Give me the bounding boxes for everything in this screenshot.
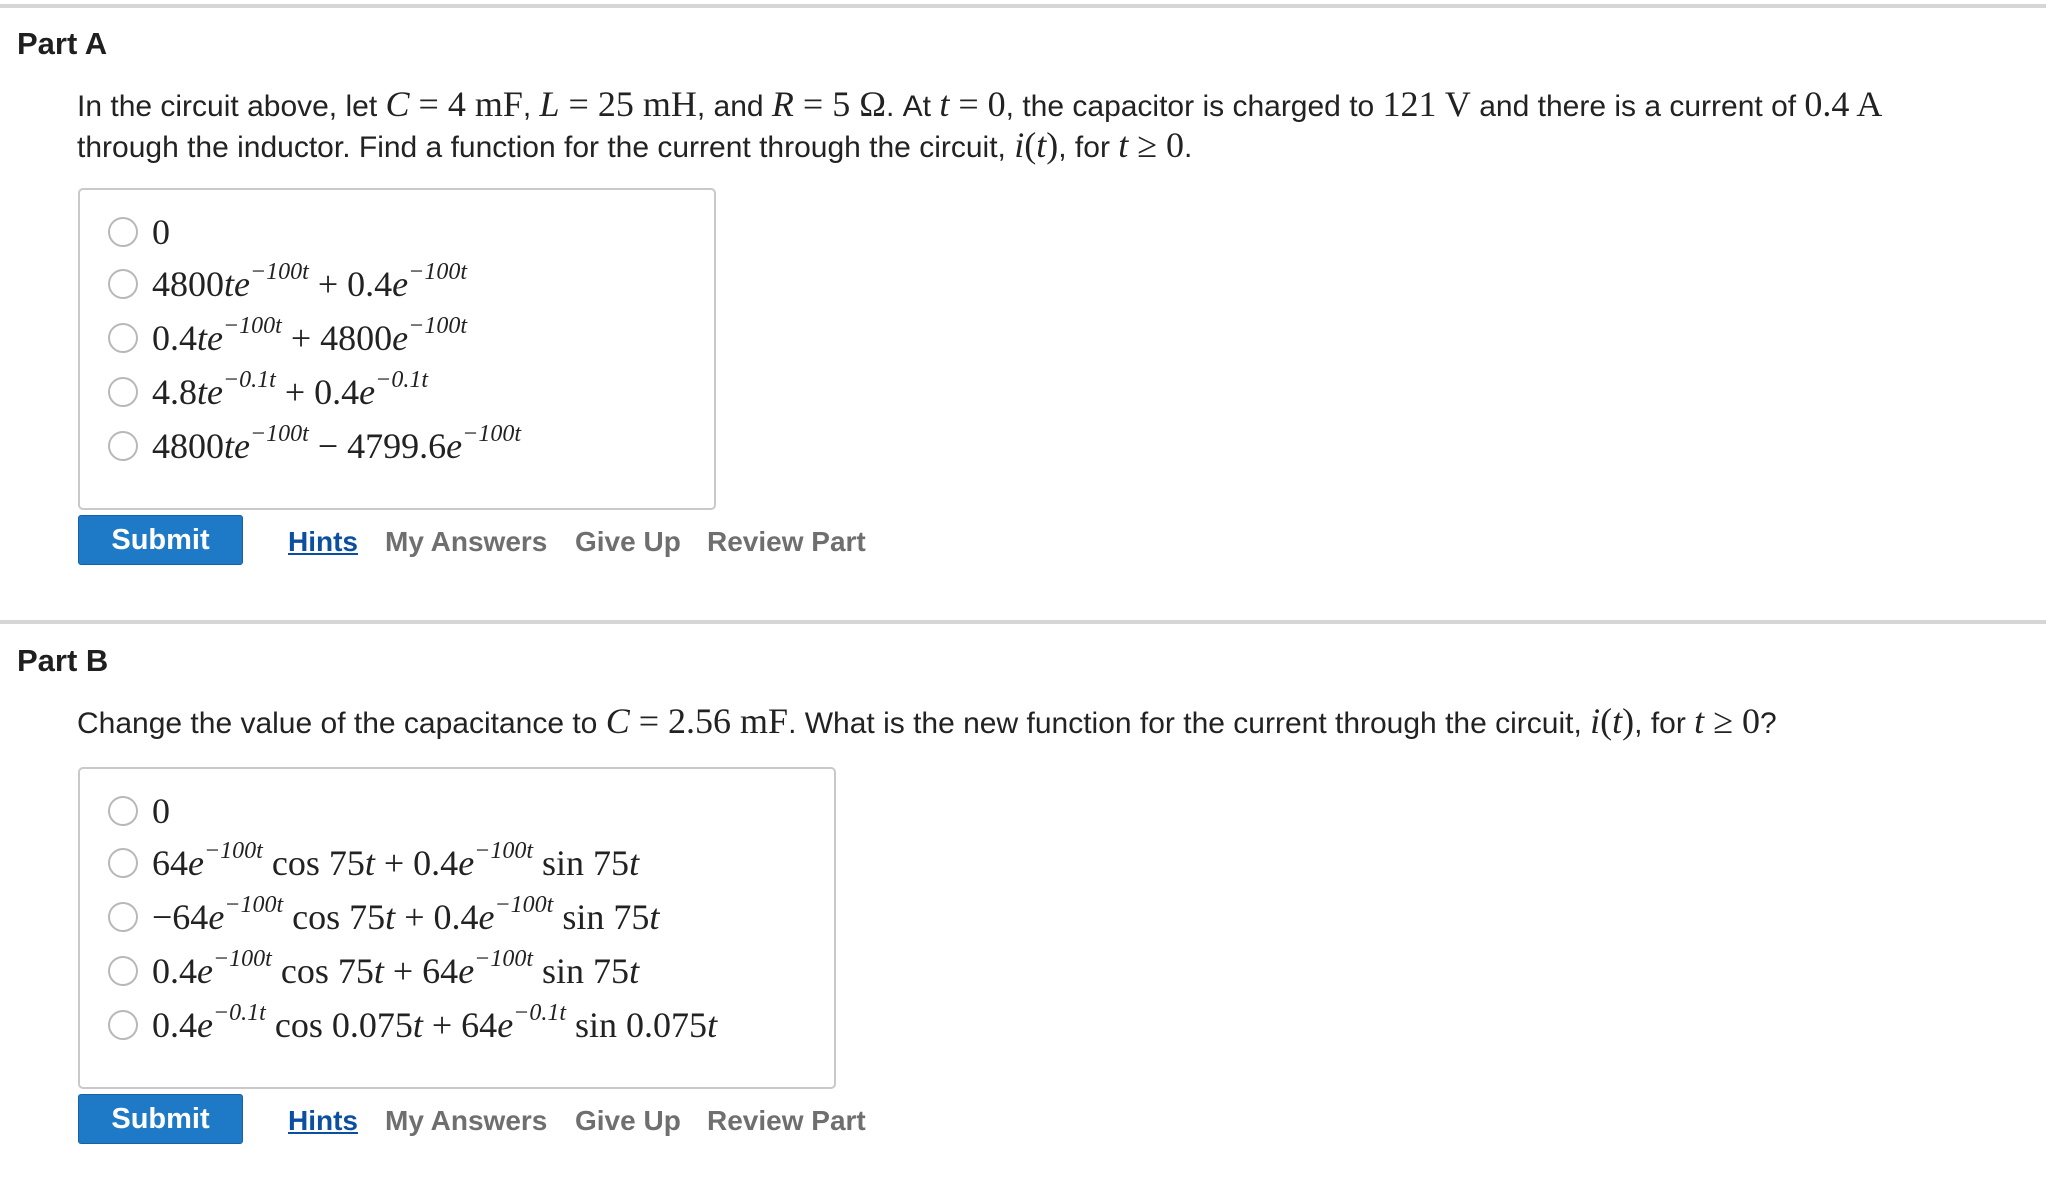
text-segment: , bbox=[522, 90, 540, 123]
exponent: −0.1t bbox=[212, 1000, 266, 1026]
expression-part: sin 75 bbox=[533, 843, 630, 883]
math-segment: ( bbox=[1600, 701, 1613, 741]
expression-part: 0.4 bbox=[152, 318, 197, 358]
part-b-hints-link[interactable]: Hints bbox=[288, 1105, 358, 1136]
expression-part: e bbox=[197, 951, 213, 991]
math-segment: = 0 bbox=[949, 84, 1006, 124]
part-a-title: Part A bbox=[17, 26, 108, 61]
expression-part: + 0.4 bbox=[395, 897, 479, 937]
expression-part: sin 75 bbox=[553, 897, 650, 937]
exponent: −100t bbox=[249, 259, 309, 285]
part-a-divider bbox=[0, 4, 2046, 8]
math-segment: C bbox=[605, 701, 630, 741]
expression-part: te bbox=[224, 426, 250, 466]
text-segment: , the capacitor is charged to bbox=[1005, 90, 1383, 123]
choice-expression bbox=[152, 367, 429, 413]
exponent: −0.1t bbox=[222, 367, 276, 393]
text-segment: . What is the new function for the current through the circuit, bbox=[788, 707, 1591, 740]
exponent: −100t bbox=[222, 313, 282, 339]
radio-button[interactable] bbox=[108, 902, 138, 932]
part-a-prompt bbox=[77, 85, 2007, 167]
part-b-prompt-line bbox=[77, 702, 2007, 743]
math-segment: = 4 mF bbox=[409, 84, 523, 124]
part-a-choice[interactable] bbox=[108, 259, 468, 306]
expression-part: t bbox=[649, 897, 660, 937]
math-segment: R bbox=[771, 84, 794, 124]
radio-button[interactable] bbox=[108, 323, 138, 353]
expression-part: 4800 bbox=[152, 426, 224, 466]
expression-part: 0 bbox=[152, 212, 170, 252]
expression-part: te bbox=[197, 318, 223, 358]
math-segment: = 25 mH bbox=[559, 84, 697, 124]
exponent: −100t bbox=[203, 838, 263, 864]
radio-button[interactable] bbox=[108, 796, 138, 826]
text-segment: , for bbox=[1634, 707, 1695, 740]
text-segment: . At bbox=[885, 90, 940, 123]
choice-expression bbox=[152, 892, 660, 938]
choice-expression bbox=[152, 790, 170, 832]
part-a-choice[interactable] bbox=[108, 313, 468, 360]
expression-part: sin 75 bbox=[533, 951, 630, 991]
part-a-choice[interactable] bbox=[108, 210, 170, 254]
radio-button[interactable] bbox=[108, 269, 138, 299]
expression-part: 64 bbox=[152, 843, 188, 883]
part-a-submit-button[interactable]: Submit bbox=[78, 515, 243, 565]
text-segment: , for bbox=[1058, 131, 1119, 164]
expression-part: e bbox=[478, 897, 495, 937]
expression-part: 4800 bbox=[152, 264, 224, 304]
expression-part: e bbox=[359, 372, 376, 412]
expression-part: −64 bbox=[152, 897, 209, 937]
text-segment: , and bbox=[696, 90, 772, 123]
math-segment: ( bbox=[1024, 125, 1037, 165]
part-b-choice[interactable] bbox=[108, 789, 170, 833]
expression-part: 0.4 bbox=[152, 951, 197, 991]
choice-expression bbox=[152, 211, 170, 253]
text-segment: and there is a current of bbox=[1470, 90, 1805, 123]
part-a-my-answers-link[interactable]: My Answers bbox=[385, 526, 548, 557]
math-segment: t bbox=[1694, 701, 1705, 741]
expression-part: 4.8 bbox=[152, 372, 197, 412]
part-a-review-part-link[interactable]: Review Part bbox=[707, 526, 866, 557]
math-segment: 0.4 A bbox=[1804, 84, 1883, 124]
expression-part: e bbox=[458, 843, 475, 883]
text-segment: ? bbox=[1759, 707, 1777, 740]
math-segment: ) bbox=[1046, 125, 1059, 165]
math-segment: ≥ 0 bbox=[1128, 125, 1185, 165]
math-segment: ) bbox=[1622, 701, 1635, 741]
text-segment: In the circuit above, let bbox=[77, 90, 386, 123]
choice-expression bbox=[152, 421, 522, 467]
expression-part: − 4799.6 bbox=[308, 426, 447, 466]
math-segment: t bbox=[1036, 125, 1047, 165]
expression-part: e bbox=[392, 264, 409, 304]
expression-part: t bbox=[385, 897, 396, 937]
expression-part: e bbox=[197, 1005, 213, 1045]
expression-part: t bbox=[707, 1005, 718, 1045]
part-b-prompt bbox=[77, 702, 2007, 743]
expression-part: 0.4 bbox=[152, 1005, 197, 1045]
expression-part: cos 75 bbox=[262, 843, 365, 883]
radio-button[interactable] bbox=[108, 1010, 138, 1040]
exponent: −100t bbox=[494, 892, 554, 918]
expression-part: e bbox=[458, 951, 475, 991]
expression-part: t bbox=[373, 951, 384, 991]
part-a-choice[interactable] bbox=[108, 421, 522, 468]
math-segment: i bbox=[1590, 701, 1601, 741]
part-b-give-up-link[interactable]: Give Up bbox=[575, 1105, 681, 1136]
expression-part: cos 75 bbox=[271, 951, 374, 991]
expression-part: 0 bbox=[152, 791, 170, 831]
expression-part: sin 0.075 bbox=[566, 1005, 708, 1045]
choice-expression bbox=[152, 313, 468, 359]
exponent: −100t bbox=[474, 946, 534, 972]
part-b-review-part-link[interactable]: Review Part bbox=[707, 1105, 866, 1136]
exponent: −100t bbox=[212, 946, 272, 972]
part-b-title: Part B bbox=[17, 643, 109, 678]
expression-part: cos 75 bbox=[283, 897, 386, 937]
part-b-choice[interactable] bbox=[108, 892, 660, 939]
exponent: −100t bbox=[408, 259, 468, 285]
math-segment: t bbox=[939, 84, 950, 124]
math-segment: ≥ 0 bbox=[1704, 701, 1760, 741]
exponent: −100t bbox=[224, 892, 284, 918]
expression-part: te bbox=[224, 264, 250, 304]
expression-part: e bbox=[446, 426, 463, 466]
part-a-prompt-line-1 bbox=[77, 85, 2007, 126]
math-segment: 121 V bbox=[1382, 84, 1471, 124]
text-segment: . bbox=[1184, 131, 1193, 164]
expression-part: cos 0.075 bbox=[265, 1005, 413, 1045]
radio-button[interactable] bbox=[108, 377, 138, 407]
expression-part: + 0.4 bbox=[374, 843, 459, 883]
part-b-choice[interactable] bbox=[108, 1000, 718, 1047]
choice-expression bbox=[152, 1000, 718, 1046]
exponent: −100t bbox=[474, 838, 534, 864]
choice-expression bbox=[152, 838, 640, 884]
expression-part: te bbox=[197, 372, 223, 412]
exponent: −100t bbox=[462, 421, 522, 447]
expression-part: e bbox=[188, 843, 204, 883]
expression-part: t bbox=[412, 1005, 423, 1045]
choice-expression bbox=[152, 259, 468, 305]
part-b-choice[interactable] bbox=[108, 946, 640, 993]
exponent: −100t bbox=[408, 313, 468, 339]
math-segment: C bbox=[385, 84, 410, 124]
expression-part: t bbox=[629, 843, 640, 883]
expression-part: e bbox=[497, 1005, 514, 1045]
part-a-choice[interactable] bbox=[108, 367, 429, 414]
exponent: −0.1t bbox=[513, 1000, 567, 1026]
expression-part: + 64 bbox=[383, 951, 459, 991]
part-b-choices bbox=[78, 767, 836, 1089]
part-a-hints-link[interactable]: Hints bbox=[288, 526, 358, 557]
radio-button[interactable] bbox=[108, 848, 138, 878]
part-a-choices bbox=[78, 188, 716, 510]
radio-button[interactable] bbox=[108, 217, 138, 247]
part-a-give-up-link[interactable]: Give Up bbox=[575, 526, 681, 557]
math-segment: t bbox=[1612, 701, 1623, 741]
expression-part: + 0.4 bbox=[275, 372, 360, 412]
math-segment: = 2.56 mF bbox=[629, 701, 789, 741]
expression-part: t bbox=[364, 843, 375, 883]
expression-part: + 64 bbox=[422, 1005, 498, 1045]
expression-part: e bbox=[208, 897, 225, 937]
part-a-prompt-line-2 bbox=[77, 126, 2007, 167]
part-b-divider bbox=[0, 620, 2046, 624]
radio-button[interactable] bbox=[108, 431, 138, 461]
math-segment: i bbox=[1014, 125, 1025, 165]
expression-part: + 4800 bbox=[281, 318, 393, 358]
math-segment: t bbox=[1118, 125, 1129, 165]
exponent: −100t bbox=[249, 421, 309, 447]
part-b-my-answers-link[interactable]: My Answers bbox=[385, 1105, 548, 1136]
exponent: −0.1t bbox=[375, 367, 429, 393]
expression-part: e bbox=[392, 318, 409, 358]
math-segment: L bbox=[539, 84, 560, 124]
radio-button[interactable] bbox=[108, 956, 138, 986]
expression-part: + 0.4 bbox=[308, 264, 393, 304]
math-segment: = 5 Ω bbox=[793, 84, 886, 124]
expression-part: t bbox=[629, 951, 640, 991]
choice-expression bbox=[152, 946, 640, 992]
part-b-choice[interactable] bbox=[108, 838, 640, 885]
part-b-submit-button[interactable]: Submit bbox=[78, 1094, 243, 1144]
text-segment: through the inductor. Find a function for the current through the circuit, bbox=[77, 131, 1015, 164]
text-segment: Change the value of the capacitance to bbox=[77, 707, 606, 740]
